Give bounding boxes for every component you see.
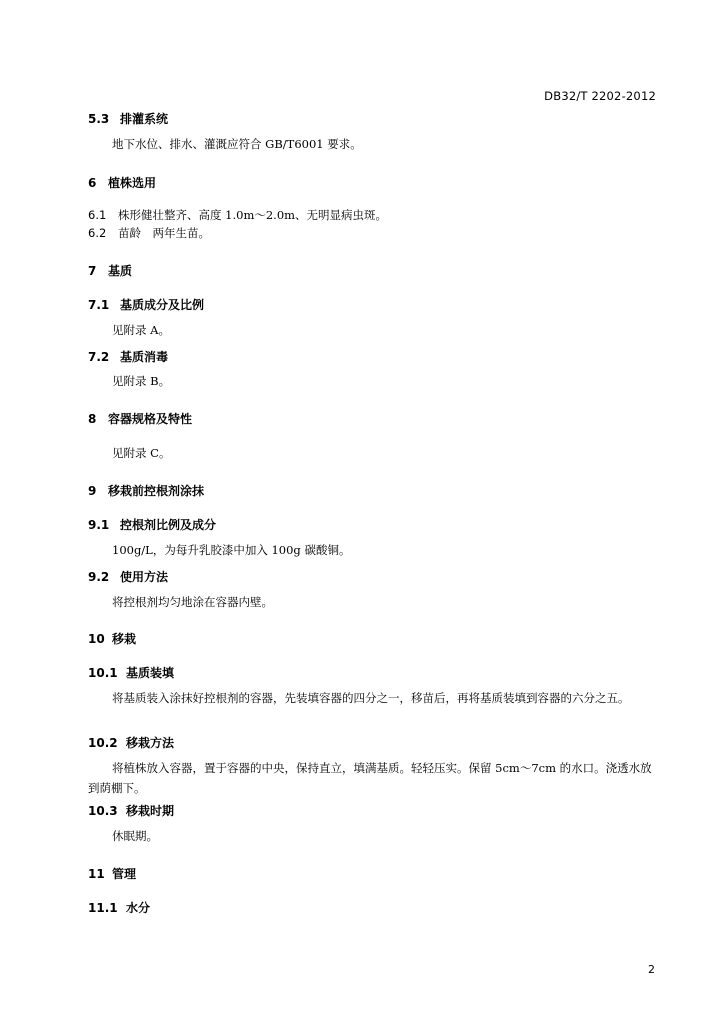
heading-7: 7 基质: [88, 264, 133, 278]
paragraph-10-2: 将植株放入容器，置于容器的中央，保持直立，填满基质。轻轻压实。保留 5cm～7cm 的水口。浇透水放到荫棚下。: [88, 761, 652, 795]
heading-9-2: 9.2 使用方法: [88, 570, 169, 584]
heading-10-1: 10.1 基质装填: [88, 666, 175, 680]
heading-7-1: 7.1 基质成分及比例: [88, 298, 205, 312]
heading-10: 10 移栽: [88, 632, 137, 646]
paragraph-9-1: 100g/L，为每升乳胶漆中加入 100g 碳酸铜。: [112, 543, 351, 557]
heading-10-3: 10.3 移栽时期: [88, 804, 175, 818]
paragraph-9-2: 将控根剂均匀地涂在容器内壁。: [112, 595, 273, 609]
clause-6-2: 6.2 苗龄 两年生苗。: [88, 226, 210, 240]
standard-code-header: DB32/T 2202-2012: [544, 89, 656, 103]
heading-6: 6 植株选用: [88, 176, 157, 190]
paragraph-7-1: 见附录 A。: [112, 323, 170, 337]
heading-9: 9 移栽前控根剂涂抹: [88, 484, 205, 498]
paragraph-10-3: 休眠期。: [112, 829, 158, 843]
clause-6-1: 6.1 株形健壮整齐、高度 1.0m～2.0m、无明显病虫斑。: [88, 208, 388, 222]
heading-5-3: 5.3 排灌系统: [88, 112, 169, 126]
heading-11-1: 11.1 水分: [88, 901, 151, 915]
heading-7-2: 7.2 基质消毒: [88, 350, 169, 364]
heading-8: 8 容器规格及特性: [88, 412, 193, 426]
paragraph-8: 见附录 C。: [112, 446, 171, 460]
heading-9-1: 9.1 控根剂比例及成分: [88, 518, 217, 532]
page-number: 2: [648, 963, 655, 976]
paragraph-10-1: 将基质装入涂抹好控根剂的容器，先装填容器的四分之一，移苗后，再将基质装填到容器的六分之五。: [112, 691, 630, 705]
paragraph-7-2: 见附录 B。: [112, 374, 171, 388]
paragraph-5-3: 地下水位、排水、灌溉应符合 GB/T6001 要求。: [112, 137, 362, 151]
heading-10-2: 10.2 移栽方法: [88, 736, 175, 750]
heading-11: 11 管理: [88, 867, 137, 881]
